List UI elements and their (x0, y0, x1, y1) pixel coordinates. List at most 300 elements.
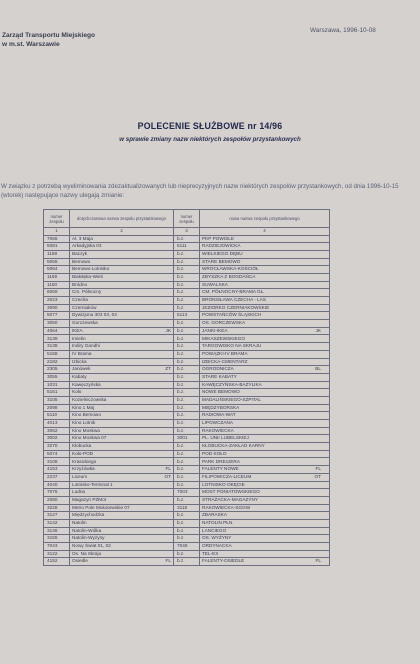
old-stop-code (44, 504, 70, 512)
new-stop-name (200, 335, 330, 343)
new-stop-name-text: ORDYNACKA (202, 543, 232, 549)
old-stop-name-text: Kino Bemowo (72, 412, 101, 418)
new-stop-code (174, 273, 200, 281)
new-stop-code-text: 3001 (177, 435, 188, 441)
new-stop-code-text: b.z. (177, 250, 185, 256)
old-stop-name-text: Indiry Gandhi (72, 343, 100, 349)
old-stop-name (70, 420, 174, 428)
old-stop-name (70, 320, 174, 328)
table-row (44, 527, 330, 535)
old-stop-name-text: Kino Moskwa (72, 427, 100, 433)
old-stop-code (44, 373, 70, 381)
new-stop-code-text: b.z. (177, 289, 185, 295)
new-stop-name-text: STRAŻACKA-MAGAZYNY (202, 496, 258, 502)
new-stop-name (200, 466, 330, 474)
old-stop-code (44, 535, 70, 543)
old-stop-name (70, 496, 174, 504)
old-stop-code-text: 7076 (47, 489, 58, 495)
new-stop-area-mark: OT (314, 473, 321, 479)
old-stop-name (70, 404, 174, 412)
old-stop-code (44, 281, 70, 289)
old-stop-code-text: 3050 (47, 320, 58, 326)
column-number: 1 (44, 228, 70, 236)
table-row (44, 389, 330, 397)
table-row (44, 335, 330, 343)
old-stop-code-text: 1031 (47, 381, 58, 387)
new-stop-name-text: RAKOWIECKA-SGGW (202, 504, 251, 510)
new-stop-name (200, 235, 330, 243)
new-stop-name-text: FILIPOWICZA-LICEUM (202, 473, 252, 479)
old-stop-code-text: 3146 (47, 527, 58, 533)
new-stop-name-text: FALENTY-OSIEDLE (202, 558, 245, 564)
old-stop-code (44, 489, 70, 497)
new-stop-code (174, 358, 200, 366)
table-row (44, 504, 330, 512)
old-stop-name-text: Imielin (72, 335, 86, 341)
issuer-line-1: Zarząd Transportu Miejskiego (2, 32, 96, 39)
old-stop-code-text: 3228 (47, 504, 58, 510)
column-number: 4 (200, 228, 330, 236)
new-stop-code (174, 496, 200, 504)
old-stop-name (70, 504, 174, 512)
new-stop-name (200, 420, 330, 428)
new-stop-name-text: LANCIEGO (202, 527, 227, 533)
old-stop-name (70, 297, 174, 305)
old-stop-name (70, 512, 174, 520)
new-stop-code (174, 435, 200, 443)
old-stop-area-mark: ZT (165, 366, 171, 372)
new-stop-code (174, 320, 200, 328)
old-stop-code-text: 4064 (47, 327, 58, 333)
new-stop-name (200, 519, 330, 527)
column-number-row (44, 228, 330, 236)
new-stop-code-text: b.z. (177, 274, 185, 280)
new-stop-name-text: SUWALSKA (202, 281, 228, 287)
new-stop-code (174, 373, 200, 381)
new-stop-code-text: b.z. (177, 550, 185, 556)
old-stop-code-text: 4152 (47, 558, 58, 564)
old-stop-code (44, 320, 70, 328)
old-stop-name (70, 396, 174, 404)
old-stop-name (70, 443, 174, 451)
new-stop-name (200, 304, 330, 312)
new-stop-name (200, 243, 330, 251)
old-stop-name-text: Izbicka (72, 358, 87, 364)
old-stop-name (70, 458, 174, 466)
old-stop-code (44, 420, 70, 428)
old-stop-area-mark: FL (165, 466, 171, 472)
new-stop-name-text: POWSTAŃCÓW ŚLĄSKICH (202, 312, 262, 318)
new-stop-name-text: WIELKIEGO DĘBU (202, 250, 243, 256)
old-stop-code (44, 350, 70, 358)
new-stop-name (200, 373, 330, 381)
old-stop-name-text: IV Brama (72, 350, 92, 356)
new-stop-name (200, 489, 330, 497)
new-stop-code (174, 258, 200, 266)
table-row (44, 458, 330, 466)
new-stop-area-mark: FL (315, 558, 321, 564)
header-new-name: nowa nazwa zespołu przystankowego (200, 210, 330, 228)
new-stop-name (200, 427, 330, 435)
new-stop-name (200, 297, 330, 305)
new-stop-code (174, 350, 200, 358)
new-stop-code-text: b.z. (177, 350, 185, 356)
new-stop-name-text: MIKASZEWSKIEGO (202, 335, 245, 341)
table-row (44, 412, 330, 420)
old-stop-name (70, 543, 174, 551)
table-row (44, 235, 330, 243)
new-stop-code-text: b.z. (177, 512, 185, 518)
new-stop-code (174, 473, 200, 481)
old-stop-name-text: Koło-POD (72, 450, 94, 456)
old-stop-name (70, 550, 174, 558)
new-stop-name-text: NOWE BEMOWO (202, 389, 240, 395)
table-row (44, 550, 330, 558)
old-stop-code (44, 550, 70, 558)
table-row (44, 473, 330, 481)
old-stop-code (44, 289, 70, 297)
new-stop-code (174, 527, 200, 535)
table-row (44, 496, 330, 504)
new-stop-name (200, 458, 330, 466)
new-stop-name (200, 435, 330, 443)
old-stop-code (44, 304, 70, 312)
new-stop-code-text: 7003 (177, 489, 188, 495)
old-stop-code-text: 3138 (47, 343, 58, 349)
new-stop-name-text: NATOLIN PŁN. (202, 520, 234, 526)
table-row (44, 535, 330, 543)
old-stop-name-text: Natolin-Wyżyny (72, 535, 105, 541)
new-stop-code (174, 396, 200, 404)
new-stop-name-text: BRONISŁAWA CZECHA - LAS (202, 297, 266, 303)
old-stop-name-text: Kino 1 Maj (72, 404, 95, 410)
old-stop-code-text: 5055 (47, 258, 58, 264)
new-stop-code-text: b.z. (177, 458, 185, 464)
table-row (44, 320, 330, 328)
new-stop-code-text: b.z. (177, 496, 185, 502)
old-stop-name (70, 535, 174, 543)
new-stop-code (174, 458, 200, 466)
old-stop-name-text: Kabaty (72, 373, 87, 379)
old-stop-code (44, 235, 70, 243)
table-row (44, 381, 330, 389)
old-stop-name-text: Bródno (72, 281, 88, 287)
old-stop-name (70, 373, 174, 381)
new-stop-code (174, 427, 200, 435)
old-stop-code-text: 5077 (47, 312, 58, 318)
old-stop-name-text: Czerniaków (72, 304, 97, 310)
old-stop-name (70, 266, 174, 274)
old-stop-code-text: 7066 (47, 235, 58, 241)
old-stop-name-text: Magazyn PZMot (72, 496, 107, 502)
table-row (44, 304, 330, 312)
header-new-code: numer zespołu (174, 210, 200, 228)
new-stop-code-text: b.z. (177, 450, 185, 456)
old-stop-code-text: 5081 (47, 243, 58, 249)
new-stop-name-text: STARE BEMOWO (202, 258, 241, 264)
old-stop-code (44, 312, 70, 320)
old-stop-name (70, 358, 174, 366)
old-stop-code (44, 389, 70, 397)
old-stop-name-text: Krasickiego (72, 458, 97, 464)
new-stop-code-text: b.z. (177, 381, 185, 387)
old-stop-name-text: Natolin (72, 520, 87, 526)
new-stop-name-text: KŁOBUCKA-ZAKŁAD KARNY (202, 443, 265, 449)
old-stop-code (44, 496, 70, 504)
table-row (44, 297, 330, 305)
new-stop-code (174, 466, 200, 474)
table-row (44, 435, 330, 443)
old-stop-code-text: 2080 (47, 496, 58, 502)
new-stop-name (200, 496, 330, 504)
old-stop-name (70, 289, 174, 297)
new-stop-code-text: b.z. (177, 443, 185, 449)
old-stop-code (44, 381, 70, 389)
new-stop-name (200, 504, 330, 512)
new-stop-name (200, 443, 330, 451)
table-row (44, 250, 330, 258)
old-stop-name (70, 343, 174, 351)
old-stop-code-text: 4153 (47, 466, 58, 472)
new-stop-name (200, 250, 330, 258)
new-stop-code (174, 543, 200, 551)
new-stop-name-text: OS. GORCZEWSKA (202, 320, 246, 326)
old-stop-code-text: 3155 (47, 535, 58, 541)
old-stop-name (70, 381, 174, 389)
old-stop-code-text: 4013 (47, 420, 58, 426)
old-stop-code (44, 435, 70, 443)
new-stop-code (174, 489, 200, 497)
old-stop-name (70, 450, 174, 458)
new-stop-code-text: b.z. (177, 520, 185, 526)
new-stop-code (174, 381, 200, 389)
old-stop-name (70, 519, 174, 527)
new-stop-code-text: 3118 (177, 504, 188, 510)
new-stop-name (200, 343, 330, 351)
renaming-table-wrapper (43, 209, 329, 566)
header-old-code: numer zespołu (44, 210, 70, 228)
old-stop-area-mark: OT (164, 473, 171, 479)
document-title: POLECENIE SŁUŻBOWE nr 14/96 (137, 121, 283, 131)
old-stop-name (70, 312, 174, 320)
old-stop-code (44, 443, 70, 451)
new-stop-name-text: STARE KABATY (202, 373, 237, 379)
old-stop-code (44, 404, 70, 412)
old-stop-name (70, 350, 174, 358)
table-row (44, 358, 330, 366)
old-stop-code-text: 2237 (47, 473, 58, 479)
new-stop-name (200, 327, 330, 335)
new-stop-name (200, 396, 330, 404)
new-stop-code (174, 535, 200, 543)
new-stop-code-text: b.z. (177, 327, 185, 333)
new-stop-name (200, 535, 330, 543)
new-stop-name-text: FALENTY NOWE (202, 466, 239, 472)
new-stop-code-text: b.z. (177, 466, 185, 472)
table-row (44, 258, 330, 266)
new-stop-name-text: PKP POWIŚLE (202, 235, 234, 241)
old-stop-code-text: 5158 (47, 350, 58, 356)
new-stop-name-text: ZBARASKA (202, 512, 228, 518)
old-stop-name-text: Baczyk (72, 250, 88, 256)
old-stop-code (44, 250, 70, 258)
old-stop-code-text: 2305 (47, 366, 58, 372)
new-stop-name (200, 320, 330, 328)
old-stop-name (70, 527, 174, 535)
new-stop-name (200, 527, 330, 535)
old-stop-name (70, 335, 174, 343)
table-row (44, 266, 330, 274)
new-stop-code-text: b.z. (177, 420, 185, 426)
new-stop-name (200, 473, 330, 481)
table-row (44, 489, 330, 497)
old-stop-name-text: Kawęczyńska (72, 381, 101, 387)
old-stop-code-text: 5074 (47, 450, 58, 456)
old-stop-name-text: Osiedle (72, 558, 88, 564)
old-stop-code-text: 4040 (47, 481, 58, 487)
new-stop-name-text: TARGOWISKO NA SKRAJU (202, 343, 262, 349)
new-stop-name (200, 366, 330, 374)
new-stop-name (200, 450, 330, 458)
old-stop-name-text: Bemowo-Lotnisko (72, 266, 110, 272)
old-stop-name (70, 435, 174, 443)
old-stop-name (70, 558, 174, 566)
old-stop-code (44, 543, 70, 551)
old-stop-name-text: Al. 3 Maja (72, 235, 93, 241)
column-number: 2 (70, 228, 174, 236)
new-stop-name (200, 381, 330, 389)
old-stop-code (44, 358, 70, 366)
old-stop-name-text: Międzychodzka (72, 512, 105, 518)
new-stop-code (174, 420, 200, 428)
new-stop-name-text: PL. UNII LUBELSKIEJ (202, 435, 249, 441)
new-stop-code-text: b.z. (177, 281, 185, 287)
table-row (44, 366, 330, 374)
old-stop-name-text: Białołęka-Wieś (72, 274, 103, 280)
table-row (44, 519, 330, 527)
table-row (44, 420, 330, 428)
old-stop-name-text: Gorczewska (72, 320, 98, 326)
new-stop-name-text: CM. PÓŁNOCNY-BRAMA GŁ. (202, 289, 265, 295)
new-stop-code (174, 550, 200, 558)
old-stop-name-text: Koło (72, 389, 82, 395)
issuer-line-2: w m.st. Warszawie (2, 41, 60, 48)
old-stop-code-text: 5064 (47, 266, 58, 272)
new-stop-name (200, 404, 330, 412)
new-stop-code-text: b.z. (177, 343, 185, 349)
old-stop-name-text: IKEA (72, 327, 83, 333)
old-stop-code-text: 2098 (47, 404, 58, 410)
old-stop-code (44, 458, 70, 466)
new-stop-name (200, 512, 330, 520)
table-row (44, 481, 330, 489)
old-stop-code (44, 297, 70, 305)
new-stop-name-text: PARK DREszERA (202, 458, 240, 464)
document-subtitle: w sprawie zmiany nazw niektórych zespołów przystankowych (119, 136, 301, 143)
table-row (44, 512, 330, 520)
new-stop-name-text: RADIOWA-WAT (202, 412, 236, 418)
old-stop-name-text: Kłobucka (72, 443, 92, 449)
table-row (44, 450, 330, 458)
header-old-name: dotychczasowa nazwa zespołu przystankowego (70, 210, 174, 228)
table-row (44, 373, 330, 381)
new-stop-name-text: LOTNISKO OKĘCIE (202, 481, 245, 487)
old-stop-name-text: Bemowo (72, 258, 91, 264)
new-stop-name-text: MIĘDZYBORSKA (202, 404, 240, 410)
intro-paragraph: W związku z potrzebą wyeliminowania zdezaktualizowanych lub nieprecyzyjnych nazw niektórych zespołów przystankowych, od dnia 1996-10-15 (wtorek) następujące nazwy ulegają zmianie: (1, 183, 399, 199)
old-stop-code (44, 327, 70, 335)
new-stop-name-text: MADALIŃSKIEGO-SZPITAL (202, 397, 262, 403)
old-stop-code-text: 3105 (47, 397, 58, 403)
new-stop-code (174, 450, 200, 458)
table-row (44, 427, 330, 435)
old-stop-code-text: 3055 (47, 373, 58, 379)
new-stop-code-text: b.z. (177, 397, 185, 403)
old-stop-name (70, 412, 174, 420)
old-stop-name-text: Krzyżówka (72, 466, 95, 472)
old-stop-name (70, 281, 174, 289)
old-stop-code-text: 2023 (47, 297, 58, 303)
old-stop-code (44, 558, 70, 566)
table-row (44, 404, 330, 412)
new-stop-code-text: b.z. (177, 366, 185, 372)
new-stop-name-text: POWĄZKI-IV BRAMA (202, 350, 248, 356)
new-stop-code-text: b.z. (177, 473, 185, 479)
new-stop-name-text: POD KOŁO (202, 450, 227, 456)
new-stop-name (200, 281, 330, 289)
old-stop-name-text: Janówek (72, 366, 91, 372)
new-stop-code-text: b.z. (177, 558, 185, 564)
old-stop-name (70, 489, 174, 497)
new-stop-name (200, 312, 330, 320)
old-stop-name (70, 250, 174, 258)
old-stop-area-mark: FL (165, 558, 171, 564)
new-stop-code-text: 7049 (177, 543, 188, 549)
new-stop-code-text: b.z. (177, 235, 185, 241)
old-stop-code (44, 427, 70, 435)
table-row (44, 289, 330, 297)
table-row (44, 312, 330, 320)
old-stop-code-text: 3122 (47, 550, 58, 556)
old-stop-code (44, 258, 70, 266)
old-stop-name-text: Cm. Północny (72, 289, 102, 295)
new-stop-code (174, 335, 200, 343)
new-stop-code-text: b.z. (177, 297, 185, 303)
new-stop-name (200, 543, 330, 551)
new-stop-code (174, 243, 200, 251)
old-stop-code (44, 243, 70, 251)
old-stop-code (44, 466, 70, 474)
table-row (44, 443, 330, 451)
old-stop-code-text: 2182 (47, 358, 58, 364)
old-stop-code-text: 5161 (47, 389, 58, 395)
new-stop-name (200, 481, 330, 489)
new-stop-code (174, 512, 200, 520)
old-stop-code (44, 366, 70, 374)
place-date: Warszawa, 1996-10-08 (310, 27, 376, 34)
new-stop-name-text: IZBICKA-CMENTARZ (202, 358, 248, 364)
table-row (44, 281, 330, 289)
old-stop-name-text: Metro Pole Mokotowskie 07 (72, 504, 130, 510)
old-stop-name-text: Liceum (72, 473, 88, 479)
new-stop-name-text: WROCŁAWSKA-KOŚCIÓŁ (202, 266, 259, 272)
new-stop-name (200, 258, 330, 266)
new-stop-code-text: b.z. (177, 304, 185, 310)
new-stop-area-mark: FL (315, 466, 321, 472)
table-row (44, 350, 330, 358)
new-stop-name (200, 350, 330, 358)
new-stop-name-text: RAKOWIECKA (202, 427, 234, 433)
